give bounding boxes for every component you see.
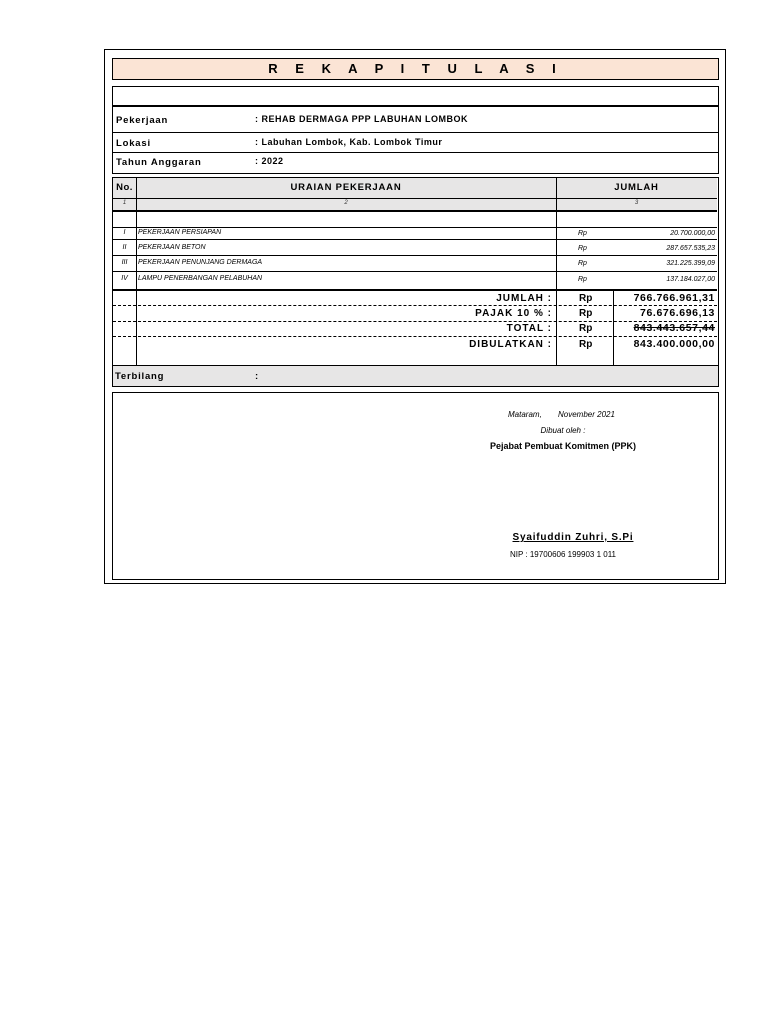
- row-amount: 137.184.027,00: [666, 276, 715, 283]
- row-amount: 20.700.000,00: [670, 230, 715, 237]
- info-box: [112, 106, 719, 174]
- total-rp: Rp: [579, 293, 593, 304]
- row-rp: Rp: [578, 276, 587, 283]
- terbilang-colon: :: [255, 371, 259, 382]
- info-value-tahun: : 2022: [255, 156, 284, 166]
- row-desc: PEKERJAAN BETON: [138, 244, 206, 251]
- row-desc: PEKERJAAN PERSIAPAN: [138, 229, 222, 236]
- total-rp: Rp: [579, 339, 593, 350]
- col-index-no: 1: [122, 200, 127, 206]
- total-label-dibulatkan: DIBULATKAN :: [469, 339, 552, 350]
- row-amount: 287.657.535,23: [666, 245, 715, 252]
- info-label-lokasi: Lokasi: [116, 138, 151, 149]
- terbilang-label: Terbilang: [115, 371, 165, 382]
- made-by-label: Dibuat oleh :: [540, 426, 586, 435]
- signatory-nip: NIP : 19700606 199903 1 011: [509, 550, 617, 559]
- row-no: IV: [121, 275, 128, 282]
- total-rp: Rp: [579, 308, 593, 319]
- info-label-tahun: Tahun Anggaran: [116, 157, 202, 168]
- row-desc: LAMPU PENERBANGAN PELABUHAN: [138, 275, 263, 282]
- col-index-uraian: 2: [344, 200, 348, 206]
- total-label-pajak: PAJAK 10 % :: [475, 308, 552, 319]
- sign-date: November 2021: [558, 410, 615, 419]
- row-no: II: [122, 244, 127, 251]
- official-role: Pejabat Pembuat Komitmen (PPK): [489, 441, 637, 451]
- recap-sheet: [104, 49, 726, 584]
- blank-strip: [112, 86, 719, 106]
- total-amount-dibulatkan: 843.400.000,00: [633, 338, 715, 350]
- row-no: I: [123, 229, 126, 236]
- page-title: R E K A P I T U L A S I: [112, 58, 719, 80]
- terbilang-row: [112, 365, 719, 387]
- header-no: No.: [116, 182, 133, 193]
- total-amount-jumlah: 766.766.961,31: [633, 292, 715, 304]
- row-amount: 321.225.399,09: [666, 260, 715, 267]
- row-desc: PEKERJAAN PENUNJANG DERMAGA: [138, 259, 263, 266]
- header-jumlah: JUMLAH: [614, 182, 659, 193]
- row-rp: Rp: [578, 230, 587, 237]
- sign-place: Mataram,: [508, 410, 542, 419]
- info-value-lokasi: : Labuhan Lombok, Kab. Lombok Timur: [255, 137, 443, 147]
- total-amount-pajak: 76.676.696,13: [640, 307, 715, 319]
- total-amount-total: 843.443.657,44: [633, 322, 715, 334]
- signature-box: [112, 392, 719, 580]
- info-label-pekerjaan: Pekerjaan: [116, 115, 169, 126]
- info-value-pekerjaan: : REHAB DERMAGA PPP LABUHAN LOMBOK: [255, 114, 469, 124]
- row-rp: Rp: [578, 260, 587, 267]
- row-no: III: [121, 259, 128, 266]
- header-uraian: URAIAN PEKERJAAN: [290, 182, 402, 193]
- signatory-name: Syaifuddin Zuhri, S.Pi: [512, 532, 634, 543]
- col-index-jumlah: 3: [634, 200, 639, 206]
- row-rp: Rp: [578, 245, 587, 252]
- recap-table: [112, 177, 719, 366]
- total-rp: Rp: [579, 323, 593, 334]
- total-label-total: TOTAL :: [506, 323, 552, 334]
- total-label-jumlah: JUMLAH :: [496, 293, 552, 304]
